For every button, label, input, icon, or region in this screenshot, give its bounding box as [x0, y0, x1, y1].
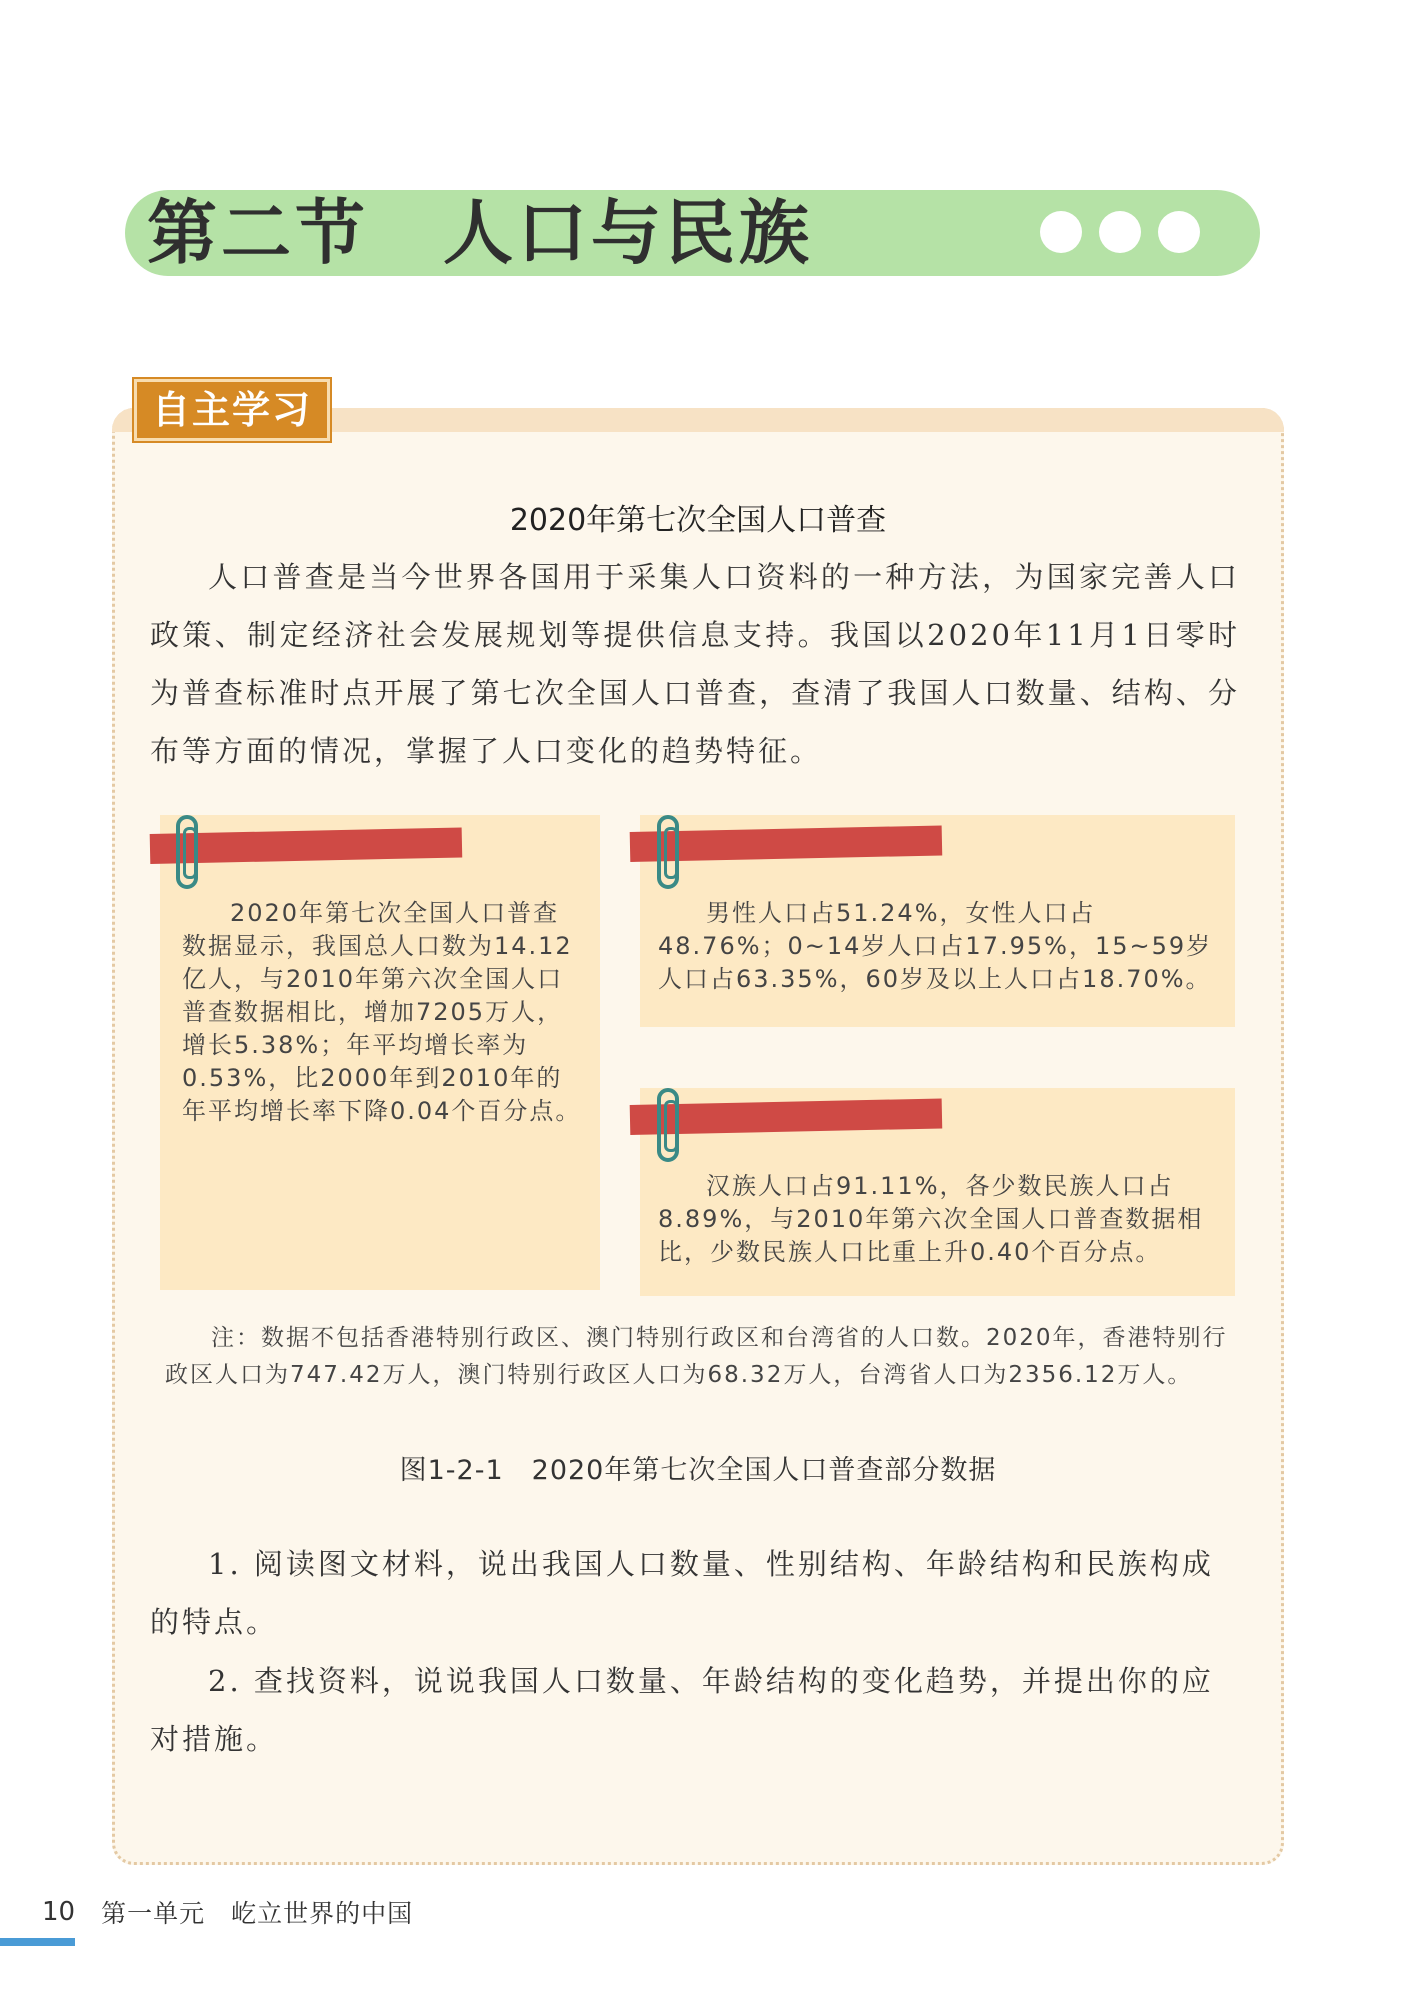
paper-clip-icon: [657, 1088, 679, 1162]
data-card-population: [160, 815, 600, 1290]
section-title-banner: [125, 190, 1260, 276]
question-1: 1. 阅读图文材料，说出我国人口数量、性别结构、年龄结构和民族构成的特点。: [150, 1547, 1214, 1639]
self-study-tag: 自主学习: [134, 379, 330, 441]
card-text: 男性人口占51.24%，女性人口占48.76%；0~14岁人口占17.95%，15~59岁人口占63.35%，60岁及以上人口占18.70%。: [658, 899, 1213, 993]
card-text: 2020年第七次全国人口普查数据显示，我国总人口数为14.12亿人，与2010年第六次全国人口普查数据相比，增加7205万人，增长5.38%；年平均增长率为0.53%，比2000年到2010年的年平均增长率下降0.04个百分点。: [182, 899, 582, 1125]
data-card-sex-age: [640, 815, 1235, 1027]
paper-clip-icon: [176, 815, 198, 889]
card-text: 汉族人口占91.11%，各少数民族人口占8.89%，与2010年第六次全国人口普查数据相比，少数民族人口比重上升0.40个百分点。: [658, 1172, 1204, 1266]
data-card-ethnicity: [640, 1088, 1235, 1296]
data-note: 注：数据不包括香港特别行政区、澳门特别行政区和台湾省的人口数。2020年，香港特别行政区人口为747.42万人，澳门特别行政区人口为68.32万人，台湾省人口为2356.12万人。: [165, 1325, 1228, 1388]
dot-icon: [1158, 211, 1200, 253]
reading-title: 2020年第七次全国人口普查: [509, 503, 887, 538]
figure-caption: 图1-2-1 2020年第七次全国人口普查部分数据: [399, 1455, 997, 1486]
section-title: 第二节 人口与民族: [147, 192, 813, 274]
intro-paragraph: 人口普查是当今世界各国用于采集人口资料的一种方法，为国家完善人口政策、制定经济社会发展规划等提供信息支持。我国以2020年11月1日零时为普查标准时点开展了第七次全国人口普查，查清了我国人口数量、结构、分布等方面的情况，掌握了人口变化的趋势特征。: [150, 560, 1240, 768]
title-decoration-dots: [1040, 211, 1200, 253]
dot-icon: [1040, 211, 1082, 253]
unit-title: 第一单元 屹立世界的中国: [101, 1899, 414, 1928]
paper-clip-icon: [657, 815, 679, 889]
dot-icon: [1099, 211, 1141, 253]
page-footer: [42, 1892, 413, 1932]
footer-accent-bar: [0, 1938, 75, 1946]
page-number: 10: [42, 1897, 76, 1927]
question-2: 2. 查找资料，说说我国人口数量、年龄结构的变化趋势，并提出你的应对措施。: [150, 1664, 1214, 1756]
